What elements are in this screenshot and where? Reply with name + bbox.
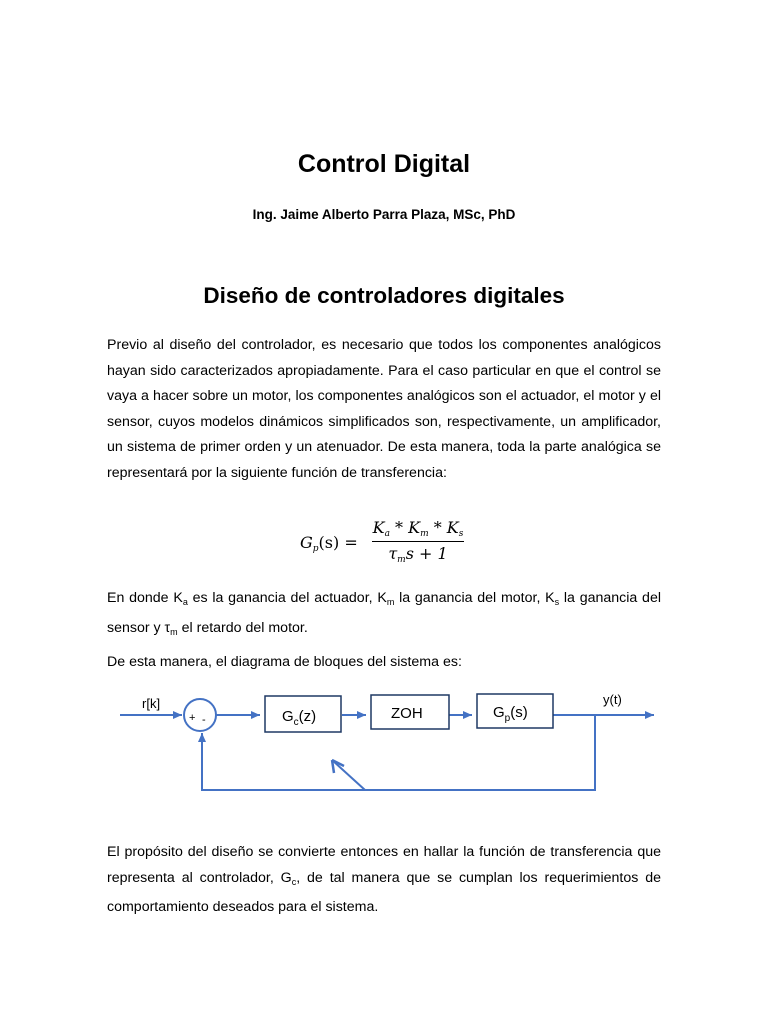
gp-block-label: $G_p(s)$	[493, 704, 528, 724]
equation-numerator: $K_a * K_m * K_s$	[372, 518, 464, 542]
sum-plus-sign: +	[189, 712, 196, 724]
where-paragraph: En donde $K_a$ es la ganancia del actuador, $K_m$ la ganancia del motor, $K_s$ la ganancia del sensor y $\tau_m$ el retardo del motor.	[107, 590, 661, 637]
output-label: y(t)	[603, 692, 622, 707]
zoh-block-label: ZOH	[391, 705, 423, 722]
feedback-direction-arrow	[332, 760, 365, 790]
section-heading: Diseño de controladores digitales	[203, 283, 565, 308]
equation-fraction	[372, 518, 464, 565]
author-line: Ing. Jaime Alberto Parra Plaza, MSc, PhD	[252, 207, 516, 222]
sum-minus-sign: -	[202, 714, 206, 726]
equation-lhs: $G_p(s)$ =	[300, 533, 358, 554]
document-title: Control Digital	[297, 150, 471, 178]
purpose-paragraph: El propósito del diseño se convierte entonces en hallar la función de transferencia que representa al controlador, $G_c$, de tal manera que se cumplan los requerimientos de comportamiento deseados para el sistema.	[107, 844, 662, 915]
block-diagram	[120, 680, 660, 800]
gc-block-label: $G_c(z)$	[282, 708, 317, 728]
intro-paragraph: Previo al diseño del controlador, es necesario que todos los componentes analógicos hayan sido caracterizados apropiadamente. Para el caso particular en que el control se vaya a hacer sobre un motor, los componentes analógicos son el actuador, el motor y el sensor, cuyos modelos dinámicos simplificados son, respectivamente, un amplificador, un sistema de primer orden y un atenuador. De esta manera, toda la parte analógica se representará por la siguiente función de transferencia:	[107, 337, 661, 481]
input-label: r[k]	[142, 696, 161, 711]
equation-denominator: $\tau_ms + 1$	[388, 544, 448, 565]
diagram-intro-paragraph: De esta manera, el diagrama de bloques del sistema es:	[107, 654, 462, 670]
